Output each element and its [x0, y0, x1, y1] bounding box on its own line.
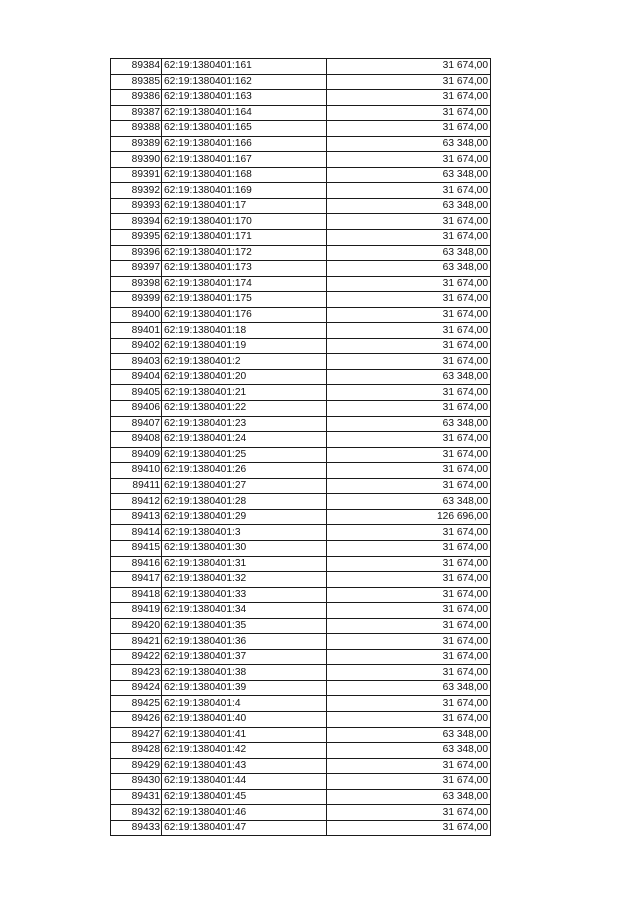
table-row: [111, 152, 491, 168]
row-number-cell: 89387: [111, 105, 162, 121]
table-row: [111, 416, 491, 432]
cadastral-value-cell: 31 674,00: [327, 711, 491, 727]
cadastral-value-cell: 63 348,00: [327, 416, 491, 432]
cadastral-number-cell: 62:19:1380401:39: [162, 680, 327, 696]
cadastral-value-cell: 63 348,00: [327, 136, 491, 152]
table-row: [111, 603, 491, 619]
table-row: [111, 743, 491, 759]
cadastral-number-cell: 62:19:1380401:168: [162, 167, 327, 183]
cadastral-number-cell: 62:19:1380401:31: [162, 556, 327, 572]
cadastral-number-cell: 62:19:1380401:170: [162, 214, 327, 230]
cadastral-value-cell: 31 674,00: [327, 230, 491, 246]
cadastral-value-cell: 31 674,00: [327, 820, 491, 836]
row-number-cell: 89389: [111, 136, 162, 152]
row-number-cell: 89426: [111, 711, 162, 727]
table-row: [111, 307, 491, 323]
table-row: [111, 401, 491, 417]
row-number-cell: 89427: [111, 727, 162, 743]
cadastral-number-cell: 62:19:1380401:163: [162, 90, 327, 106]
row-number-cell: 89431: [111, 789, 162, 805]
cadastral-value-cell: 31 674,00: [327, 152, 491, 168]
row-number-cell: 89428: [111, 743, 162, 759]
cadastral-number-cell: 62:19:1380401:175: [162, 292, 327, 308]
cadastral-value-cell: 31 674,00: [327, 556, 491, 572]
table-row: [111, 74, 491, 90]
cadastral-number-cell: 62:19:1380401:2: [162, 354, 327, 370]
cadastral-value-cell: 31 674,00: [327, 774, 491, 790]
cadastral-number-cell: 62:19:1380401:167: [162, 152, 327, 168]
cadastral-number-cell: 62:19:1380401:33: [162, 587, 327, 603]
cadastral-number-cell: 62:19:1380401:25: [162, 447, 327, 463]
table-row: [111, 680, 491, 696]
row-number-cell: 89423: [111, 665, 162, 681]
cadastral-value-cell: 31 674,00: [327, 618, 491, 634]
row-number-cell: 89398: [111, 276, 162, 292]
cadastral-value-cell: 63 348,00: [327, 680, 491, 696]
table-row: [111, 167, 491, 183]
row-number-cell: 89394: [111, 214, 162, 230]
table-row: [111, 649, 491, 665]
table-row: [111, 494, 491, 510]
row-number-cell: 89405: [111, 385, 162, 401]
table-row: [111, 478, 491, 494]
row-number-cell: 89399: [111, 292, 162, 308]
cadastral-number-cell: 62:19:1380401:172: [162, 245, 327, 261]
row-number-cell: 89409: [111, 447, 162, 463]
cadastral-value-cell: 63 348,00: [327, 494, 491, 510]
cadastral-value-cell: 31 674,00: [327, 665, 491, 681]
row-number-cell: 89433: [111, 820, 162, 836]
row-number-cell: 89412: [111, 494, 162, 510]
row-number-cell: 89384: [111, 59, 162, 75]
cadastral-number-cell: 62:19:1380401:162: [162, 74, 327, 90]
cadastral-number-cell: 62:19:1380401:164: [162, 105, 327, 121]
table-row: [111, 447, 491, 463]
row-number-cell: 89393: [111, 198, 162, 214]
cadastral-number-cell: 62:19:1380401:38: [162, 665, 327, 681]
cadastral-value-cell: 31 674,00: [327, 758, 491, 774]
row-number-cell: 89420: [111, 618, 162, 634]
table-row: [111, 634, 491, 650]
cadastral-number-cell: 62:19:1380401:34: [162, 603, 327, 619]
cadastral-value-cell: 31 674,00: [327, 214, 491, 230]
row-number-cell: 89395: [111, 230, 162, 246]
cadastral-number-cell: 62:19:1380401:40: [162, 711, 327, 727]
cadastral-number-cell: 62:19:1380401:17: [162, 198, 327, 214]
row-number-cell: 89392: [111, 183, 162, 199]
cadastral-number-cell: 62:19:1380401:30: [162, 540, 327, 556]
cadastral-value-cell: 31 674,00: [327, 603, 491, 619]
table-row: [111, 183, 491, 199]
cadastral-value-cell: 31 674,00: [327, 307, 491, 323]
table-row: [111, 696, 491, 712]
cadastral-value-cell: 31 674,00: [327, 649, 491, 665]
cadastral-number-cell: 62:19:1380401:169: [162, 183, 327, 199]
cadastral-number-cell: 62:19:1380401:21: [162, 385, 327, 401]
table-row: [111, 369, 491, 385]
row-number-cell: 89388: [111, 121, 162, 137]
cadastral-value-cell: 31 674,00: [327, 696, 491, 712]
row-number-cell: 89404: [111, 369, 162, 385]
cadastral-value-cell: 31 674,00: [327, 572, 491, 588]
cadastral-number-cell: 62:19:1380401:37: [162, 649, 327, 665]
cadastral-value-cell: 63 348,00: [327, 743, 491, 759]
cadastral-value-cell: 31 674,00: [327, 354, 491, 370]
cadastral-number-cell: 62:19:1380401:19: [162, 338, 327, 354]
row-number-cell: 89432: [111, 805, 162, 821]
cadastral-value-table: [110, 58, 491, 836]
cadastral-number-cell: 62:19:1380401:166: [162, 136, 327, 152]
row-number-cell: 89385: [111, 74, 162, 90]
cadastral-number-cell: 62:19:1380401:23: [162, 416, 327, 432]
table-body: [111, 59, 491, 836]
table-row: [111, 509, 491, 525]
cadastral-number-cell: 62:19:1380401:42: [162, 743, 327, 759]
cadastral-value-cell: 31 674,00: [327, 401, 491, 417]
table-row: [111, 59, 491, 75]
cadastral-number-cell: 62:19:1380401:165: [162, 121, 327, 137]
cadastral-number-cell: 62:19:1380401:43: [162, 758, 327, 774]
cadastral-number-cell: 62:19:1380401:41: [162, 727, 327, 743]
row-number-cell: 89424: [111, 680, 162, 696]
table-row: [111, 198, 491, 214]
table-row: [111, 711, 491, 727]
cadastral-value-cell: 31 674,00: [327, 463, 491, 479]
table-row: [111, 245, 491, 261]
table-row: [111, 774, 491, 790]
table-row: [111, 354, 491, 370]
cadastral-value-cell: 63 348,00: [327, 369, 491, 385]
table-row: [111, 276, 491, 292]
table-row: [111, 525, 491, 541]
row-number-cell: 89418: [111, 587, 162, 603]
row-number-cell: 89416: [111, 556, 162, 572]
cadastral-value-cell: 31 674,00: [327, 432, 491, 448]
row-number-cell: 89408: [111, 432, 162, 448]
cadastral-value-cell: 31 674,00: [327, 292, 491, 308]
cadastral-number-cell: 62:19:1380401:44: [162, 774, 327, 790]
cadastral-value-cell: 126 696,00: [327, 509, 491, 525]
cadastral-value-cell: 31 674,00: [327, 121, 491, 137]
cadastral-number-cell: 62:19:1380401:32: [162, 572, 327, 588]
table-row: [111, 540, 491, 556]
table-row: [111, 618, 491, 634]
cadastral-number-cell: 62:19:1380401:28: [162, 494, 327, 510]
row-number-cell: 89400: [111, 307, 162, 323]
table-row: [111, 820, 491, 836]
cadastral-value-cell: 63 348,00: [327, 789, 491, 805]
table-row: [111, 665, 491, 681]
cadastral-value-cell: 63 348,00: [327, 245, 491, 261]
cadastral-number-cell: 62:19:1380401:45: [162, 789, 327, 805]
cadastral-value-cell: 31 674,00: [327, 276, 491, 292]
row-number-cell: 89386: [111, 90, 162, 106]
row-number-cell: 89429: [111, 758, 162, 774]
row-number-cell: 89417: [111, 572, 162, 588]
row-number-cell: 89391: [111, 167, 162, 183]
cadastral-number-cell: 62:19:1380401:29: [162, 509, 327, 525]
cadastral-value-cell: 31 674,00: [327, 385, 491, 401]
row-number-cell: 89397: [111, 261, 162, 277]
table-row: [111, 230, 491, 246]
cadastral-number-cell: 62:19:1380401:35: [162, 618, 327, 634]
row-number-cell: 89415: [111, 540, 162, 556]
row-number-cell: 89401: [111, 323, 162, 339]
row-number-cell: 89411: [111, 478, 162, 494]
row-number-cell: 89413: [111, 509, 162, 525]
cadastral-number-cell: 62:19:1380401:171: [162, 230, 327, 246]
cadastral-value-cell: 31 674,00: [327, 634, 491, 650]
cadastral-value-cell: 31 674,00: [327, 183, 491, 199]
row-number-cell: 89390: [111, 152, 162, 168]
row-number-cell: 89430: [111, 774, 162, 790]
cadastral-number-cell: 62:19:1380401:46: [162, 805, 327, 821]
table-row: [111, 105, 491, 121]
cadastral-number-cell: 62:19:1380401:24: [162, 432, 327, 448]
cadastral-number-cell: 62:19:1380401:47: [162, 820, 327, 836]
table-row: [111, 121, 491, 137]
cadastral-value-cell: 31 674,00: [327, 540, 491, 556]
cadastral-number-cell: 62:19:1380401:174: [162, 276, 327, 292]
cadastral-number-cell: 62:19:1380401:36: [162, 634, 327, 650]
table-row: [111, 758, 491, 774]
table-row: [111, 214, 491, 230]
cadastral-value-cell: 63 348,00: [327, 727, 491, 743]
cadastral-value-cell: 31 674,00: [327, 90, 491, 106]
table-row: [111, 805, 491, 821]
cadastral-number-cell: 62:19:1380401:20: [162, 369, 327, 385]
cadastral-value-cell: 63 348,00: [327, 167, 491, 183]
cadastral-value-cell: 31 674,00: [327, 105, 491, 121]
cadastral-value-cell: 31 674,00: [327, 447, 491, 463]
cadastral-value-cell: 63 348,00: [327, 261, 491, 277]
row-number-cell: 89410: [111, 463, 162, 479]
cadastral-number-cell: 62:19:1380401:26: [162, 463, 327, 479]
table-row: [111, 323, 491, 339]
cadastral-number-cell: 62:19:1380401:18: [162, 323, 327, 339]
row-number-cell: 89425: [111, 696, 162, 712]
cadastral-number-cell: 62:19:1380401:173: [162, 261, 327, 277]
cadastral-number-cell: 62:19:1380401:176: [162, 307, 327, 323]
table-row: [111, 432, 491, 448]
table-row: [111, 136, 491, 152]
row-number-cell: 89403: [111, 354, 162, 370]
cadastral-value-cell: 31 674,00: [327, 338, 491, 354]
cadastral-value-cell: 63 348,00: [327, 198, 491, 214]
table-row: [111, 90, 491, 106]
cadastral-value-cell: 31 674,00: [327, 74, 491, 90]
table-row: [111, 789, 491, 805]
row-number-cell: 89407: [111, 416, 162, 432]
table-row: [111, 338, 491, 354]
table-row: [111, 463, 491, 479]
cadastral-number-cell: 62:19:1380401:4: [162, 696, 327, 712]
table-row: [111, 385, 491, 401]
row-number-cell: 89406: [111, 401, 162, 417]
cadastral-value-cell: 31 674,00: [327, 59, 491, 75]
table-row: [111, 556, 491, 572]
table-row: [111, 727, 491, 743]
table-row: [111, 587, 491, 603]
table-row: [111, 292, 491, 308]
cadastral-number-cell: 62:19:1380401:161: [162, 59, 327, 75]
cadastral-value-cell: 31 674,00: [327, 805, 491, 821]
cadastral-number-cell: 62:19:1380401:22: [162, 401, 327, 417]
table-row: [111, 261, 491, 277]
row-number-cell: 89422: [111, 649, 162, 665]
cadastral-value-cell: 31 674,00: [327, 478, 491, 494]
row-number-cell: 89419: [111, 603, 162, 619]
row-number-cell: 89414: [111, 525, 162, 541]
cadastral-value-cell: 31 674,00: [327, 587, 491, 603]
row-number-cell: 89402: [111, 338, 162, 354]
cadastral-value-cell: 31 674,00: [327, 525, 491, 541]
row-number-cell: 89396: [111, 245, 162, 261]
cadastral-value-cell: 31 674,00: [327, 323, 491, 339]
table-row: [111, 572, 491, 588]
cadastral-number-cell: 62:19:1380401:27: [162, 478, 327, 494]
cadastral-number-cell: 62:19:1380401:3: [162, 525, 327, 541]
row-number-cell: 89421: [111, 634, 162, 650]
